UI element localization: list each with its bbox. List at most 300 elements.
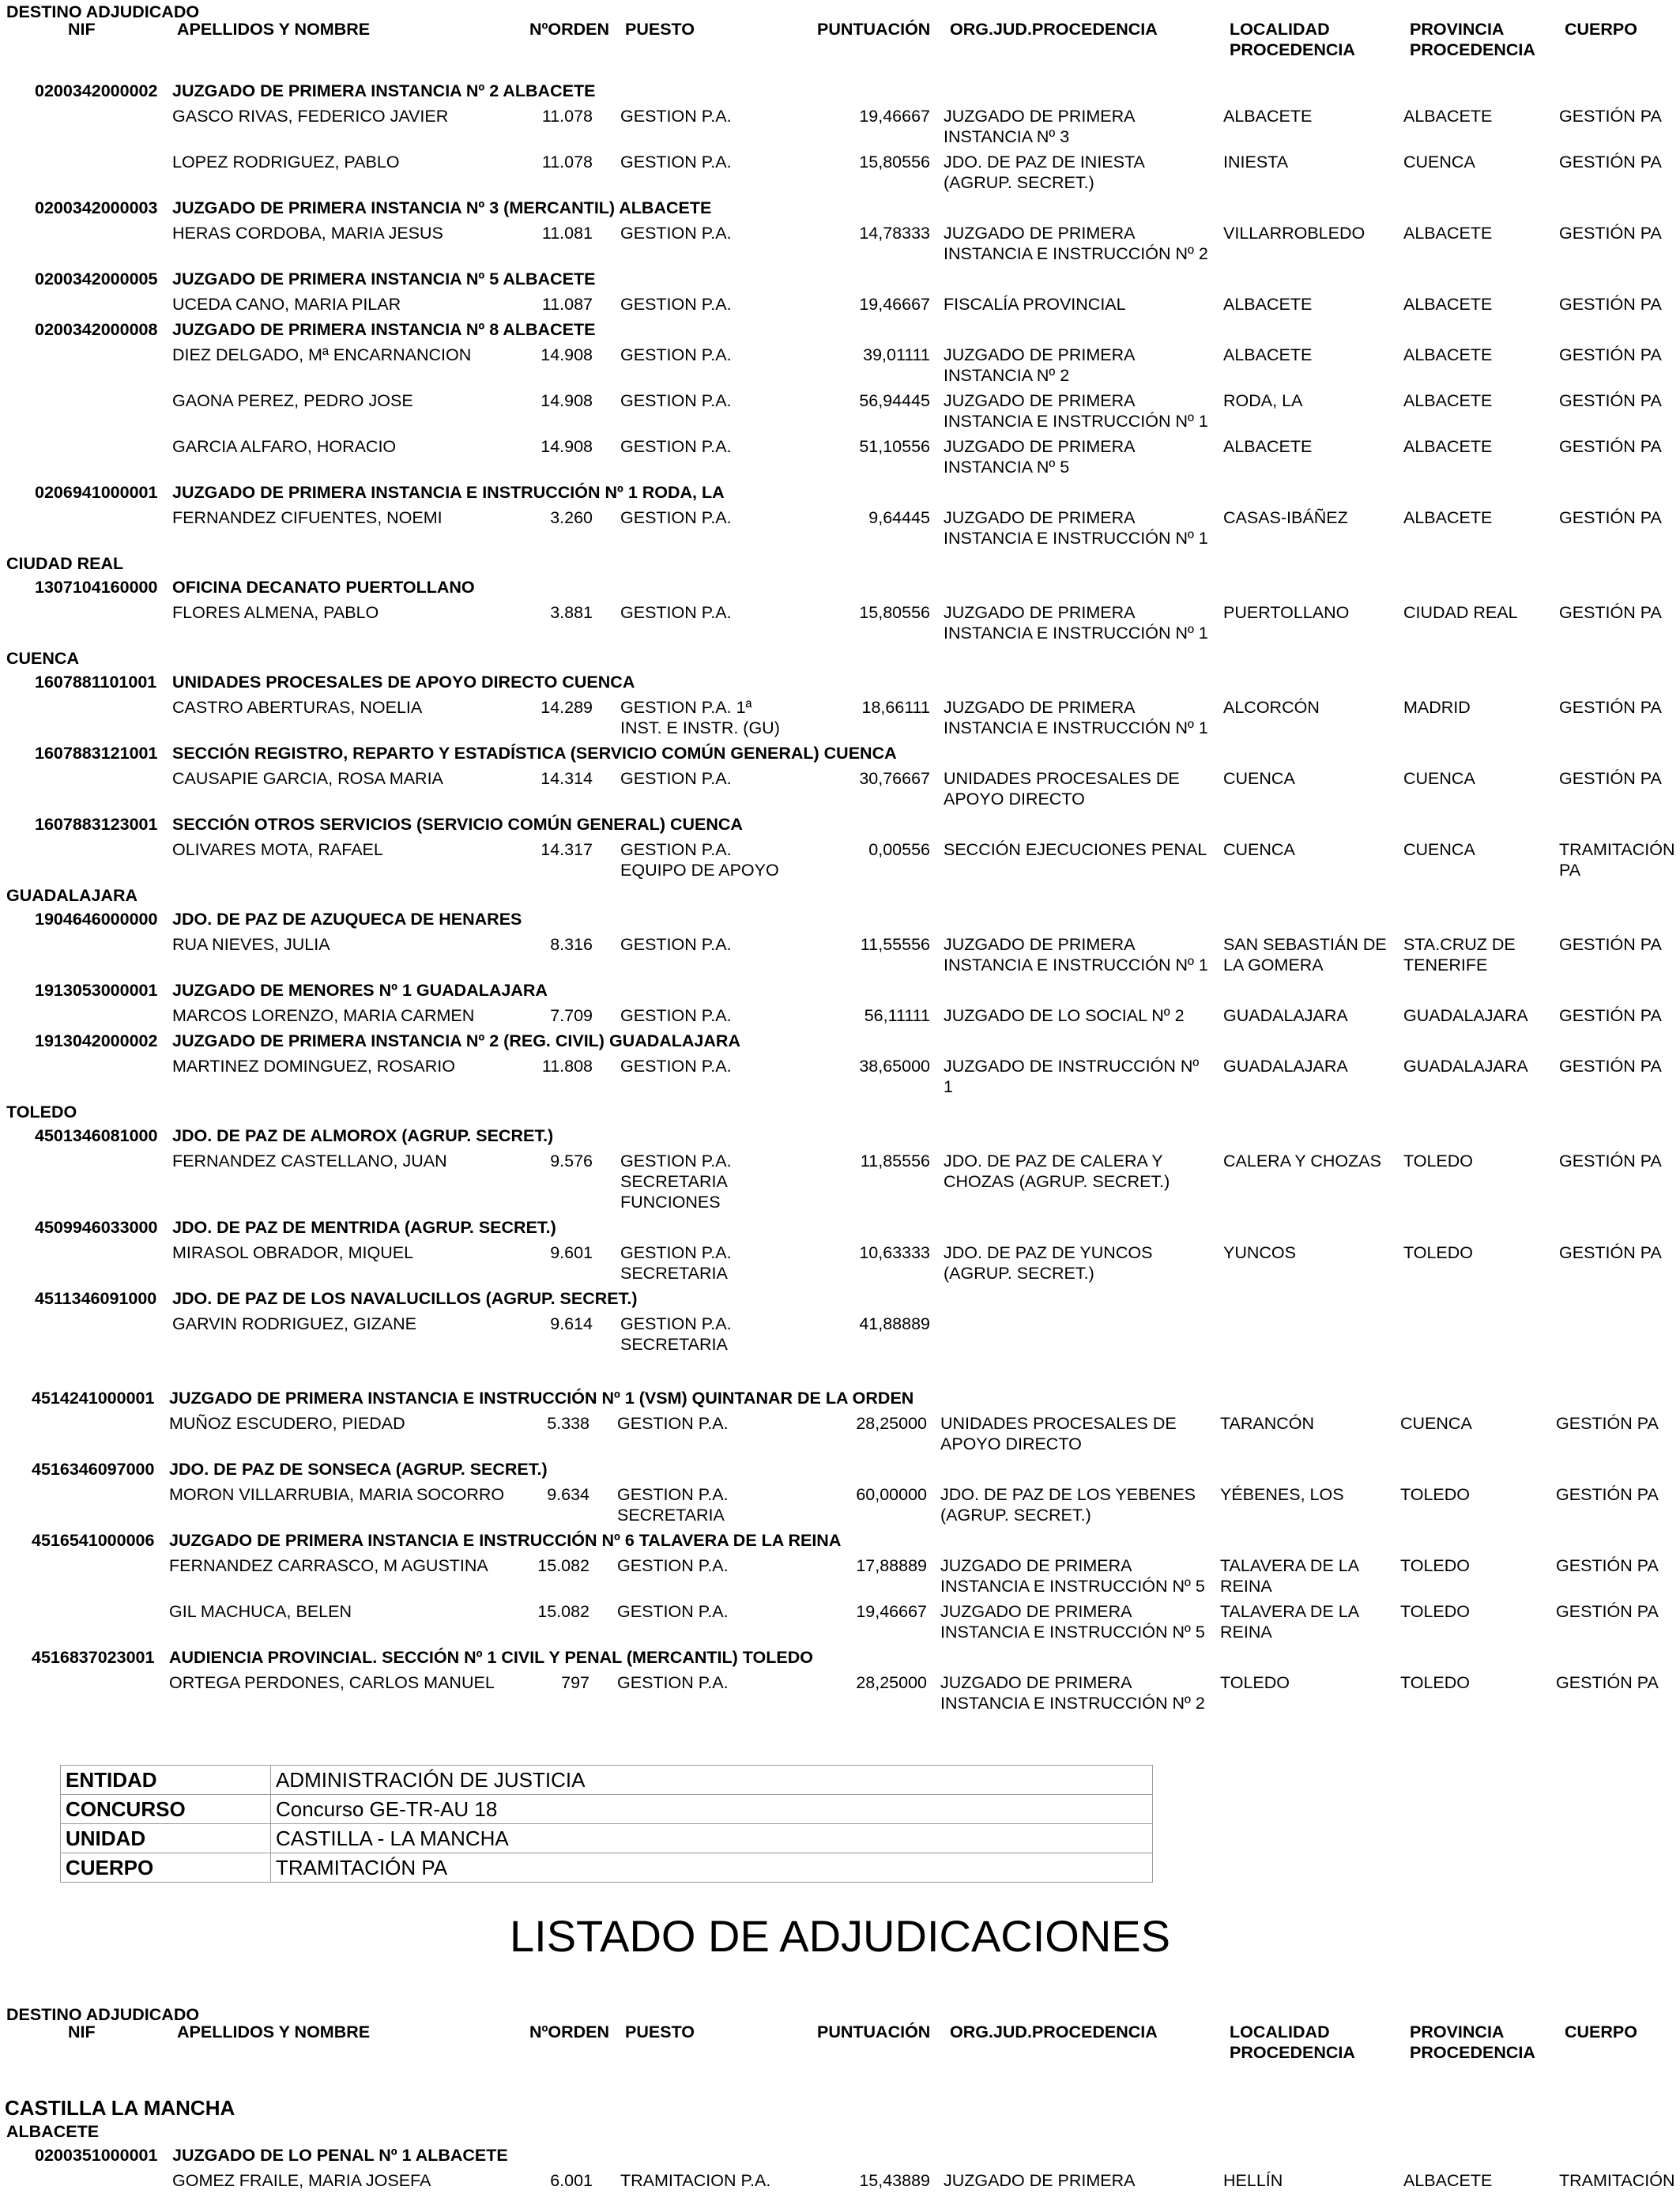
puntuacion: 28,25000 [856,1414,927,1433]
org-jud-procedencia: SECCIÓN EJECUCIONES PENAL [944,840,1207,859]
puntuacion: 15,80556 [859,603,930,622]
info-label: CONCURSO [61,1795,271,1824]
localidad-procedencia: YÉBENES, LOS [1220,1485,1344,1504]
orden-number: 14.317 [541,840,593,859]
puesto: GESTION P.A. [617,1414,729,1433]
org-jud-procedencia: APOYO DIRECTO [944,790,1085,809]
person-name: LOPEZ RODRIGUEZ, PABLO [172,153,400,172]
provincia-procedencia: TOLEDO [1400,1602,1471,1621]
person-name: MARCOS LORENZO, MARIA CARMEN [172,1006,475,1025]
col-header-puntuacion: PUNTUACIÓN [817,20,931,39]
puesto: GESTION P.A. [617,1602,729,1621]
cuerpo: PA [1559,861,1581,880]
cuerpo: GESTIÓN PA [1559,153,1662,172]
destination-code: 4511346091000 [35,1289,157,1308]
destination-name: JDO. DE PAZ DE SONSECA (AGRUP. SECRET.) [169,1460,548,1479]
puesto: GESTION P.A. [620,1006,732,1025]
destination-name: SECCIÓN OTROS SERVICIOS (SERVICIO COMÚN GENERAL) CUENCA [172,815,743,834]
org-jud-procedencia: INSTANCIA E INSTRUCCIÓN Nº 5 [940,1577,1205,1596]
destination-code: 4514241000001 [32,1389,155,1408]
puntuacion: 51,10556 [859,437,930,456]
province-heading: CUENCA [6,649,79,668]
org-jud-procedencia: INSTANCIA Nº 3 [944,127,1070,146]
localidad-procedencia: ALBACETE [1223,295,1313,314]
region-heading: CASTILLA LA MANCHA [5,2096,235,2120]
cuerpo: GESTIÓN PA [1556,1414,1659,1433]
provincia-procedencia: CUENCA [1400,1414,1472,1433]
destination-code: 1307104160000 [35,578,158,597]
destination-code: 1913042000002 [35,1031,158,1050]
puntuacion: 41,88889 [859,1314,930,1333]
org-jud-procedencia: INSTANCIA Nº 2 [944,366,1070,385]
localidad-procedencia: REINA [1220,1623,1272,1642]
localidad-procedencia: PUERTOLLANO [1223,603,1350,622]
destination-code: 0206941000001 [35,483,158,502]
info-value: Concurso GE-TR-AU 18 [271,1795,1153,1824]
puesto: GESTION P.A. [617,1673,729,1692]
cuerpo: GESTIÓN PA [1559,345,1662,364]
puesto: GESTION P.A. [620,508,732,527]
col-header-puesto: PUESTO [625,20,695,39]
org-jud-procedencia: INSTANCIA E INSTRUCCIÓN Nº 1 [944,529,1208,548]
puntuacion: 0,00556 [868,840,930,859]
person-name: MIRASOL OBRADOR, MIQUEL [172,1243,414,1262]
puntuacion: 15,80556 [859,153,930,172]
puntuacion: 39,01111 [863,345,930,364]
provincia-procedencia: GUADALAJARA [1403,1057,1528,1076]
puesto: FUNCIONES [620,1193,721,1212]
col-header-nif: NIF [68,2022,96,2041]
person-name: ORTEGA PERDONES, CARLOS MANUEL [169,1673,495,1692]
provincia-procedencia: ALBACETE [1403,295,1493,314]
puntuacion: 56,94445 [859,391,930,410]
provincia-procedencia: TOLEDO [1400,1556,1471,1575]
org-jud-procedencia: JUZGADO DE PRIMERA [944,391,1136,410]
puntuacion: 60,00000 [856,1485,927,1504]
orden-number: 14.908 [541,345,593,364]
person-name: FERNANDEZ CARRASCO, M AGUSTINA [169,1556,488,1575]
person-name: MORON VILLARRUBIA, MARIA SOCORRO [169,1485,505,1504]
person-name: GARCIA ALFARO, HORACIO [172,437,397,456]
destination-code: 0200342000005 [35,270,158,288]
cuerpo: GESTIÓN PA [1559,603,1662,622]
localidad-procedencia: TARANCÓN [1220,1414,1315,1433]
puesto: GESTION P.A. [617,1556,729,1575]
col-header-orden: NºORDEN [529,2022,610,2041]
orden-number: 9.576 [550,1152,593,1171]
destination-code: 4509946033000 [35,1218,158,1237]
provincia-procedencia: GUADALAJARA [1403,1006,1528,1025]
org-jud-procedencia: CHOZAS (AGRUP. SECRET.) [944,1172,1170,1191]
org-jud-procedencia: INSTANCIA E INSTRUCCIÓN Nº 5 [940,1623,1205,1642]
person-name: MUÑOZ ESCUDERO, PIEDAD [169,1414,405,1433]
person-name: GASCO RIVAS, FEDERICO JAVIER [172,107,449,126]
cuerpo: GESTIÓN PA [1559,698,1662,717]
info-row [61,1766,1153,1795]
provincia-procedencia: CUENCA [1403,769,1475,788]
org-jud-procedencia: INSTANCIA E INSTRUCCIÓN Nº 1 [944,412,1208,431]
destination-name: SECCIÓN REGISTRO, REPARTO Y ESTADÍSTICA (SERVICIO COMÚN GENERAL) CUENCA [172,744,897,763]
destination-name: AUDIENCIA PROVINCIAL. SECCIÓN Nº 1 CIVIL Y PENAL (MERCANTIL) TOLEDO [169,1648,813,1667]
provincia-procedencia: ALBACETE [1403,224,1493,243]
col-header-cuerpo: CUERPO [1565,2022,1637,2041]
info-table [60,1765,1153,1883]
org-jud-procedencia: INSTANCIA E INSTRUCCIÓN Nº 2 [944,244,1208,263]
destination-code: 1607883121001 [35,744,158,763]
puntuacion: 19,46667 [856,1602,927,1621]
destino-adjudicado-heading: DESTINO ADJUDICADO [6,2005,200,2024]
destination-name: JUZGADO DE PRIMERA INSTANCIA Nº 8 ALBACETE [172,320,596,339]
orden-number: 11.078 [541,107,593,126]
col-header-provincia: PROCEDENCIA [1410,2043,1535,2062]
page-title: LISTADO DE ADJUDICACIONES [509,1911,1170,1961]
person-name: CASTRO ABERTURAS, NOELIA [172,698,423,717]
destination-code: 0200342000002 [35,81,158,100]
orden-number: 5.338 [547,1414,590,1433]
puesto: INST. E INSTR. (GU) [620,718,780,737]
col-header-localidad: LOCALIDAD [1230,2022,1330,2041]
person-name: FLORES ALMENA, PABLO [172,603,379,622]
puesto: GESTION P.A. [620,935,732,954]
puesto: EQUIPO DE APOYO [620,861,779,880]
localidad-procedencia: VILLARROBLEDO [1223,224,1365,243]
puntuacion: 30,76667 [859,769,930,788]
org-jud-procedencia: INSTANCIA E INSTRUCCIÓN Nº 1 [944,718,1208,737]
org-jud-procedencia: JUZGADO DE PRIMERA [944,345,1136,364]
destination-code: 4516346097000 [32,1460,155,1479]
localidad-procedencia: ALBACETE [1223,107,1313,126]
destination-code: 1607881101001 [35,673,157,692]
puesto: SECRETARIA [620,1335,728,1354]
col-header-provincia: PROCEDENCIA [1410,40,1535,59]
localidad-procedencia: ALBACETE [1223,437,1313,456]
info-row [61,1795,1153,1824]
cuerpo: GESTIÓN PA [1559,1057,1662,1076]
destination-code: 1904646000000 [35,910,158,929]
puesto: SECRETARIA [617,1506,725,1525]
destination-name: JUZGADO DE PRIMERA INSTANCIA Nº 5 ALBACETE [172,270,596,288]
provincia-procedencia: ALBACETE [1403,508,1493,527]
provincia-procedencia: TOLEDO [1400,1673,1471,1692]
orden-number: 3.881 [550,603,593,622]
cuerpo: GESTIÓN PA [1559,224,1662,243]
localidad-procedencia: CUENCA [1223,769,1295,788]
person-name: HERAS CORDOBA, MARIA JESUS [172,224,443,243]
destination-name: JUZGADO DE PRIMERA INSTANCIA Nº 3 (MERCANTIL) ALBACETE [172,198,712,217]
org-jud-procedencia: INSTANCIA Nº 5 [944,458,1070,477]
org-jud-procedencia: JUZGADO DE PRIMERA [944,107,1136,126]
provincia-procedencia: MADRID [1403,698,1471,717]
province-heading: CIUDAD REAL [6,554,124,573]
col-header-localidad: PROCEDENCIA [1230,40,1355,59]
cuerpo: GESTIÓN PA [1559,437,1662,456]
col-header-org-jud: ORG.JUD.PROCEDENCIA [950,2022,1158,2041]
puesto: GESTION P.A. [620,1314,732,1333]
puntuacion: 11,55556 [860,935,930,954]
provincia-procedencia: CUENCA [1403,153,1475,172]
localidad-procedencia: HELLÍN [1223,2171,1283,2190]
puesto: SECRETARIA [620,1172,728,1191]
orden-number: 11.078 [541,153,593,172]
col-header-puntuacion: PUNTUACIÓN [817,2022,931,2041]
info-value: CASTILLA - LA MANCHA [271,1824,1153,1853]
col-header-provincia: PROVINCIA [1410,2022,1505,2041]
info-value: TRAMITACIÓN PA [271,1853,1153,1883]
localidad-procedencia: GUADALAJARA [1223,1057,1348,1076]
org-jud-procedencia: JUZGADO DE PRIMERA [940,1556,1132,1575]
destination-name: JDO. DE PAZ DE LOS NAVALUCILLOS (AGRUP. SECRET.) [172,1289,638,1308]
org-jud-procedencia: (AGRUP. SECRET.) [944,1264,1094,1283]
col-header-localidad: LOCALIDAD [1230,20,1330,39]
puesto: TRAMITACION P.A. [620,2171,771,2190]
person-name: FERNANDEZ CIFUENTES, NOEMI [172,508,443,527]
localidad-procedencia: ALCORCÓN [1223,698,1320,717]
orden-number: 3.260 [550,508,593,527]
cuerpo: GESTIÓN PA [1559,935,1662,954]
orden-number: 11.808 [541,1057,593,1076]
org-jud-procedencia: JUZGADO DE PRIMERA [944,698,1136,717]
cuerpo: GESTIÓN PA [1556,1485,1659,1504]
cuerpo: TRAMITACIÓN [1559,840,1675,859]
col-header-localidad: PROCEDENCIA [1230,2043,1355,2062]
localidad-procedencia: SAN SEBASTIÁN DE [1223,935,1387,954]
puntuacion: 14,78333 [859,224,930,243]
puesto: GESTION P.A. [620,391,732,410]
province-heading: ALBACETE [6,2122,100,2141]
localidad-procedencia: CUENCA [1223,840,1295,859]
orden-number: 15.082 [537,1556,590,1575]
person-name: FERNANDEZ CASTELLANO, JUAN [172,1152,447,1171]
org-jud-procedencia: JUZGADO DE PRIMERA [940,1673,1132,1692]
puesto: GESTION P.A. [620,153,732,172]
destination-code: 4501346081000 [35,1126,158,1145]
provincia-procedencia: TOLEDO [1400,1485,1471,1504]
org-jud-procedencia: JDO. DE PAZ DE CALERA Y [944,1152,1163,1171]
orden-number: 7.709 [550,1006,593,1025]
org-jud-procedencia: JUZGADO DE LO SOCIAL Nº 2 [944,1006,1185,1025]
cuerpo: GESTIÓN PA [1559,1243,1662,1262]
provincia-procedencia: ALBACETE [1403,345,1493,364]
orden-number: 9.634 [547,1485,590,1504]
org-jud-procedencia: INSTANCIA E INSTRUCCIÓN Nº 1 [944,956,1208,974]
puntuacion: 56,11111 [864,1006,930,1025]
localidad-procedencia: TALAVERA DE LA [1220,1602,1360,1621]
info-row [61,1853,1153,1883]
org-jud-procedencia: JDO. DE PAZ DE LOS YEBENES [940,1485,1196,1504]
destino-adjudicado-heading: DESTINO ADJUDICADO [6,2,200,21]
person-name: OLIVARES MOTA, RAFAEL [172,840,383,859]
org-jud-procedencia: JUZGADO DE PRIMERA [944,508,1136,527]
provincia-procedencia: ALBACETE [1403,2171,1493,2190]
orden-number: 14.908 [541,391,593,410]
cuerpo: GESTIÓN PA [1559,107,1662,126]
org-jud-procedencia: INSTANCIA E INSTRUCCIÓN Nº 1 [944,624,1208,643]
destination-name: JUZGADO DE MENORES Nº 1 GUADALAJARA [172,981,548,1000]
person-name: GARVIN RODRIGUEZ, GIZANE [172,1314,416,1333]
destination-code: 0200342000008 [35,320,158,339]
destination-code: 1607883123001 [35,815,158,834]
destination-code: 0200351000001 [35,2146,158,2165]
puntuacion: 17,88889 [856,1556,927,1575]
info-label: CUERPO [61,1853,271,1883]
puntuacion: 15,43889 [859,2171,930,2190]
localidad-procedencia: ALBACETE [1223,345,1313,364]
orden-number: 11.081 [541,224,593,243]
puntuacion: 9,64445 [868,508,930,527]
localidad-procedencia: YUNCOS [1223,1243,1296,1262]
puntuacion: 10,63333 [859,1243,930,1262]
col-header-nif: NIF [68,20,96,39]
person-name: CAUSAPIE GARCIA, ROSA MARIA [172,769,443,788]
destination-name: JDO. DE PAZ DE ALMOROX (AGRUP. SECRET.) [172,1126,554,1145]
person-name: GAONA PEREZ, PEDRO JOSE [172,391,413,410]
puesto: GESTION P.A. [620,603,732,622]
org-jud-procedencia: UNIDADES PROCESALES DE [940,1414,1177,1433]
orden-number: 14.908 [541,437,593,456]
destination-name: JUZGADO DE LO PENAL Nº 1 ALBACETE [172,2146,508,2165]
orden-number: 9.614 [550,1314,593,1333]
cuerpo: GESTIÓN PA [1559,295,1662,314]
org-jud-procedencia: JUZGADO DE PRIMERA [944,2171,1136,2190]
puesto: GESTION P.A. [620,1243,732,1262]
puesto: GESTION P.A. [620,107,732,126]
puesto: GESTION P.A. [620,437,732,456]
puesto: GESTION P.A. [620,1152,732,1171]
info-row [61,1824,1153,1853]
puesto: GESTION P.A. [620,769,732,788]
destination-name: OFICINA DECANATO PUERTOLLANO [172,578,475,597]
provincia-procedencia: ALBACETE [1403,391,1493,410]
provincia-procedencia: TOLEDO [1403,1243,1474,1262]
localidad-procedencia: TOLEDO [1220,1673,1290,1692]
destination-name: JDO. DE PAZ DE MENTRIDA (AGRUP. SECRET.) [172,1218,556,1237]
destination-code: 4516541000006 [32,1531,155,1550]
province-heading: TOLEDO [6,1103,77,1122]
destination-name: JUZGADO DE PRIMERA INSTANCIA E INSTRUCCIÓN Nº 1 RODA, LA [172,483,725,502]
provincia-procedencia: TOLEDO [1403,1152,1474,1171]
localidad-procedencia: GUADALAJARA [1223,1006,1348,1025]
destination-name: JDO. DE PAZ DE AZUQUECA DE HENARES [172,910,522,929]
destination-name: JUZGADO DE PRIMERA INSTANCIA E INSTRUCCIÓN Nº 6 TALAVERA DE LA REINA [169,1531,842,1550]
puesto: GESTION P.A. 1ª [620,698,752,717]
puesto: GESTION P.A. [620,345,732,364]
orden-number: 15.082 [537,1602,590,1621]
orden-number: 9.601 [550,1243,593,1262]
org-jud-procedencia: (AGRUP. SECRET.) [940,1506,1091,1525]
org-jud-procedencia: INSTANCIA E INSTRUCCIÓN Nº 2 [940,1694,1205,1713]
org-jud-procedencia: (AGRUP. SECRET.) [944,173,1094,192]
provincia-procedencia: STA.CRUZ DE [1403,935,1516,954]
person-name: GOMEZ FRAILE, MARIA JOSEFA [172,2171,431,2190]
col-header-cuerpo: CUERPO [1565,20,1637,39]
cuerpo: GESTIÓN PA [1559,391,1662,410]
destination-name: JUZGADO DE PRIMERA INSTANCIA E INSTRUCCIÓN Nº 1 (VSM) QUINTANAR DE LA ORDEN [169,1389,914,1408]
cuerpo: GESTIÓN PA [1559,1006,1662,1025]
org-jud-procedencia: JUZGADO DE PRIMERA [944,224,1136,243]
provincia-procedencia: ALBACETE [1403,437,1493,456]
org-jud-procedencia: JUZGADO DE PRIMERA [944,603,1136,622]
org-jud-procedencia: JDO. DE PAZ DE YUNCOS [944,1243,1153,1262]
org-jud-procedencia: FISCALÍA PROVINCIAL [944,295,1126,314]
destination-name: UNIDADES PROCESALES DE APOYO DIRECTO CUENCA [172,673,635,692]
localidad-procedencia: REINA [1220,1577,1272,1596]
info-label: UNIDAD [61,1824,271,1853]
provincia-procedencia: TENERIFE [1403,956,1488,974]
destination-code: 0200342000003 [35,198,158,217]
cuerpo: GESTIÓN PA [1556,1602,1659,1621]
localidad-procedencia: INIESTA [1223,153,1289,172]
orden-number: 6.001 [550,2171,593,2190]
org-jud-procedencia: UNIDADES PROCESALES DE [944,769,1180,788]
person-name: GIL MACHUCA, BELEN [169,1602,352,1621]
col-header-provincia: PROVINCIA [1410,20,1505,39]
col-header-nombre: APELLIDOS Y NOMBRE [177,2022,371,2041]
localidad-procedencia: RODA, LA [1223,391,1303,410]
org-jud-procedencia: JUZGADO DE PRIMERA [940,1602,1132,1621]
destination-code: 1913053000001 [35,981,158,1000]
col-header-org-jud: ORG.JUD.PROCEDENCIA [950,20,1158,39]
puesto: GESTION P.A. [620,840,732,859]
org-jud-procedencia: JUZGADO DE INSTRUCCIÓN Nº [944,1057,1200,1076]
destination-code: 4516837023001 [32,1648,155,1667]
col-header-orden: NºORDEN [529,20,610,39]
localidad-procedencia: CALERA Y CHOZAS [1223,1152,1381,1171]
puesto: SECRETARIA [620,1264,728,1283]
destination-name: JUZGADO DE PRIMERA INSTANCIA Nº 2 (REG. CIVIL) GUADALAJARA [172,1031,740,1050]
cuerpo: GESTIÓN PA [1556,1556,1659,1575]
person-name: MARTINEZ DOMINGUEZ, ROSARIO [172,1057,455,1076]
cuerpo: GESTIÓN PA [1559,508,1662,527]
col-header-puesto: PUESTO [625,2022,695,2041]
puesto: GESTION P.A. [620,295,732,314]
puntuacion: 11,85556 [860,1152,930,1171]
provincia-procedencia: CUENCA [1403,840,1475,859]
puntuacion: 38,65000 [859,1057,930,1076]
org-jud-procedencia: APOYO DIRECTO [940,1434,1082,1453]
org-jud-procedencia: JUZGADO DE PRIMERA [944,437,1136,456]
destination-name: JUZGADO DE PRIMERA INSTANCIA Nº 2 ALBACETE [172,81,596,100]
province-heading: GUADALAJARA [6,886,138,905]
puntuacion: 18,66111 [861,698,930,717]
orden-number: 797 [561,1673,590,1692]
orden-number: 14.314 [541,769,593,788]
puesto: GESTION P.A. [620,1057,732,1076]
info-value: ADMINISTRACIÓN DE JUSTICIA [271,1766,1153,1795]
col-header-nombre: APELLIDOS Y NOMBRE [177,20,371,39]
provincia-procedencia: CIUDAD REAL [1403,603,1518,622]
org-jud-procedencia: JUZGADO DE PRIMERA [944,935,1136,954]
info-label: ENTIDAD [61,1766,271,1795]
localidad-procedencia: CASAS-IBÁÑEZ [1223,508,1348,527]
org-jud-procedencia: 1 [944,1077,953,1096]
person-name: RUA NIEVES, JULIA [172,935,330,954]
person-name: DIEZ DELGADO, Mª ENCARNANCION [172,345,472,364]
puesto: GESTION P.A. [620,224,732,243]
org-jud-procedencia: JDO. DE PAZ DE INIESTA [944,153,1145,172]
orden-number: 11.087 [541,295,593,314]
cuerpo: GESTIÓN PA [1556,1673,1659,1692]
puesto: GESTION P.A. [617,1485,729,1504]
cuerpo: TRAMITACIÓN [1559,2171,1675,2190]
orden-number: 14.289 [541,698,593,717]
orden-number: 8.316 [550,935,593,954]
person-name: UCEDA CANO, MARIA PILAR [172,295,401,314]
puntuacion: 28,25000 [856,1673,927,1692]
puntuacion: 19,46667 [859,295,930,314]
provincia-procedencia: ALBACETE [1403,107,1493,126]
localidad-procedencia: TALAVERA DE LA [1220,1556,1360,1575]
cuerpo: GESTIÓN PA [1559,1152,1662,1171]
